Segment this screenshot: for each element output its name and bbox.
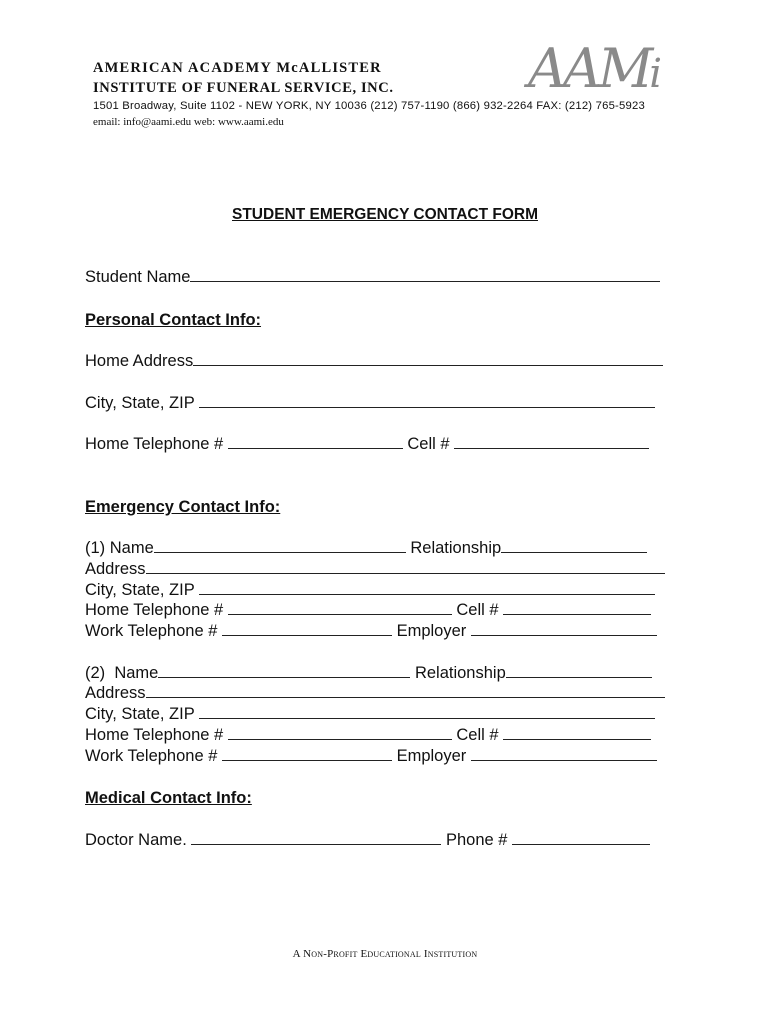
emergency2-cell-field[interactable]	[503, 727, 651, 740]
logo-text: AAMi	[528, 37, 659, 100]
emergency1-work-phone-label: Work Telephone #	[85, 622, 222, 640]
city-state-zip-label: City, State, ZIP	[85, 394, 200, 412]
emergency2-relationship-label: Relationship	[410, 664, 506, 682]
student-name-label: Student Name	[85, 268, 191, 286]
emergency1-home-phone-label: Home Telephone #	[85, 601, 228, 619]
aami-logo	[528, 38, 678, 100]
emergency2-city-field[interactable]	[199, 706, 655, 719]
cell-field[interactable]	[454, 436, 649, 449]
emergency1-name-label: (1) Name	[85, 539, 154, 557]
emergency1-relationship-field[interactable]	[501, 540, 647, 553]
emergency1-city-field[interactable]	[199, 582, 655, 595]
home-address-label: Home Address	[85, 352, 194, 370]
city-state-zip-field[interactable]	[199, 395, 655, 408]
emergency2-name-label: (2) Name	[85, 664, 159, 682]
emergency2-city-label: City, State, ZIP	[85, 705, 200, 723]
emergency2-employer-field[interactable]	[471, 748, 657, 761]
personal-contact-heading: Personal Contact Info:	[85, 311, 262, 329]
emergency1-home-phone-row	[85, 601, 651, 620]
emergency1-work-phone-row	[85, 622, 657, 641]
emergency2-home-phone-field[interactable]	[228, 727, 452, 740]
doctor-phone-label: Phone #	[441, 831, 513, 849]
emergency2-home-phone-label: Home Telephone #	[85, 726, 228, 744]
form-title: STUDENT EMERGENCY CONTACT FORM	[232, 206, 538, 223]
emergency2-home-phone-row	[85, 726, 651, 745]
emergency1-address-row	[85, 560, 665, 579]
emergency2-address-row	[85, 684, 665, 703]
emergency2-work-phone-field[interactable]	[222, 748, 392, 761]
emergency2-name-field[interactable]	[158, 665, 410, 678]
student-name-row	[85, 268, 660, 287]
emergency1-home-phone-field[interactable]	[228, 602, 452, 615]
home-phone-label: Home Telephone #	[85, 435, 228, 453]
emergency2-cell-label: Cell #	[451, 726, 504, 744]
doctor-name-field[interactable]	[191, 832, 441, 845]
emergency1-employer-field[interactable]	[471, 623, 657, 636]
emergency1-city-label: City, State, ZIP	[85, 581, 200, 599]
home-address-field[interactable]	[193, 353, 663, 366]
emergency-contact-heading: Emergency Contact Info:	[85, 498, 281, 516]
home-phone-row	[85, 435, 649, 454]
emergency1-name-row	[85, 539, 647, 558]
org-name-line2: INSTITUTE OF FUNERAL SERVICE, INC.	[93, 80, 394, 96]
emergency1-relationship-label: Relationship	[405, 539, 502, 557]
doctor-row	[85, 831, 650, 850]
emergency1-address-field[interactable]	[146, 561, 665, 574]
emergency2-name-row	[85, 664, 652, 683]
emergency2-relationship-field[interactable]	[506, 665, 652, 678]
emergency1-address-label: Address	[85, 560, 146, 578]
org-name-line1: AMERICAN ACADEMY McALLISTER	[93, 60, 382, 76]
org-address: 1501 Broadway, Suite 1102 - NEW YORK, NY 10036 (212) 757-1190 (866) 932-2264 FAX: (212) 765-5923	[93, 100, 645, 112]
student-name-field[interactable]	[190, 269, 660, 282]
doctor-name-label: Doctor Name.	[85, 831, 192, 849]
emergency1-cell-label: Cell #	[451, 601, 504, 619]
emergency2-work-phone-row	[85, 747, 657, 766]
emergency1-work-phone-field[interactable]	[222, 623, 392, 636]
home-phone-field[interactable]	[228, 436, 403, 449]
page-footer: A Non-Profit Educational Institution	[292, 948, 478, 960]
emergency1-cell-field[interactable]	[503, 602, 651, 615]
emergency2-employer-label: Employer	[391, 747, 471, 765]
emergency2-work-phone-label: Work Telephone #	[85, 747, 222, 765]
city-state-zip-row	[85, 394, 655, 413]
emergency2-address-field[interactable]	[146, 685, 665, 698]
emergency1-name-field[interactable]	[154, 540, 406, 553]
emergency1-city-row	[85, 581, 655, 600]
emergency2-city-row	[85, 705, 655, 724]
cell-label: Cell #	[402, 435, 455, 453]
doctor-phone-field[interactable]	[512, 832, 650, 845]
medical-contact-heading: Medical Contact Info:	[85, 789, 252, 807]
emergency2-address-label: Address	[85, 684, 146, 702]
emergency1-employer-label: Employer	[391, 622, 471, 640]
org-contact: email: info@aami.edu web: www.aami.edu	[93, 116, 284, 128]
home-address-row	[85, 352, 663, 371]
